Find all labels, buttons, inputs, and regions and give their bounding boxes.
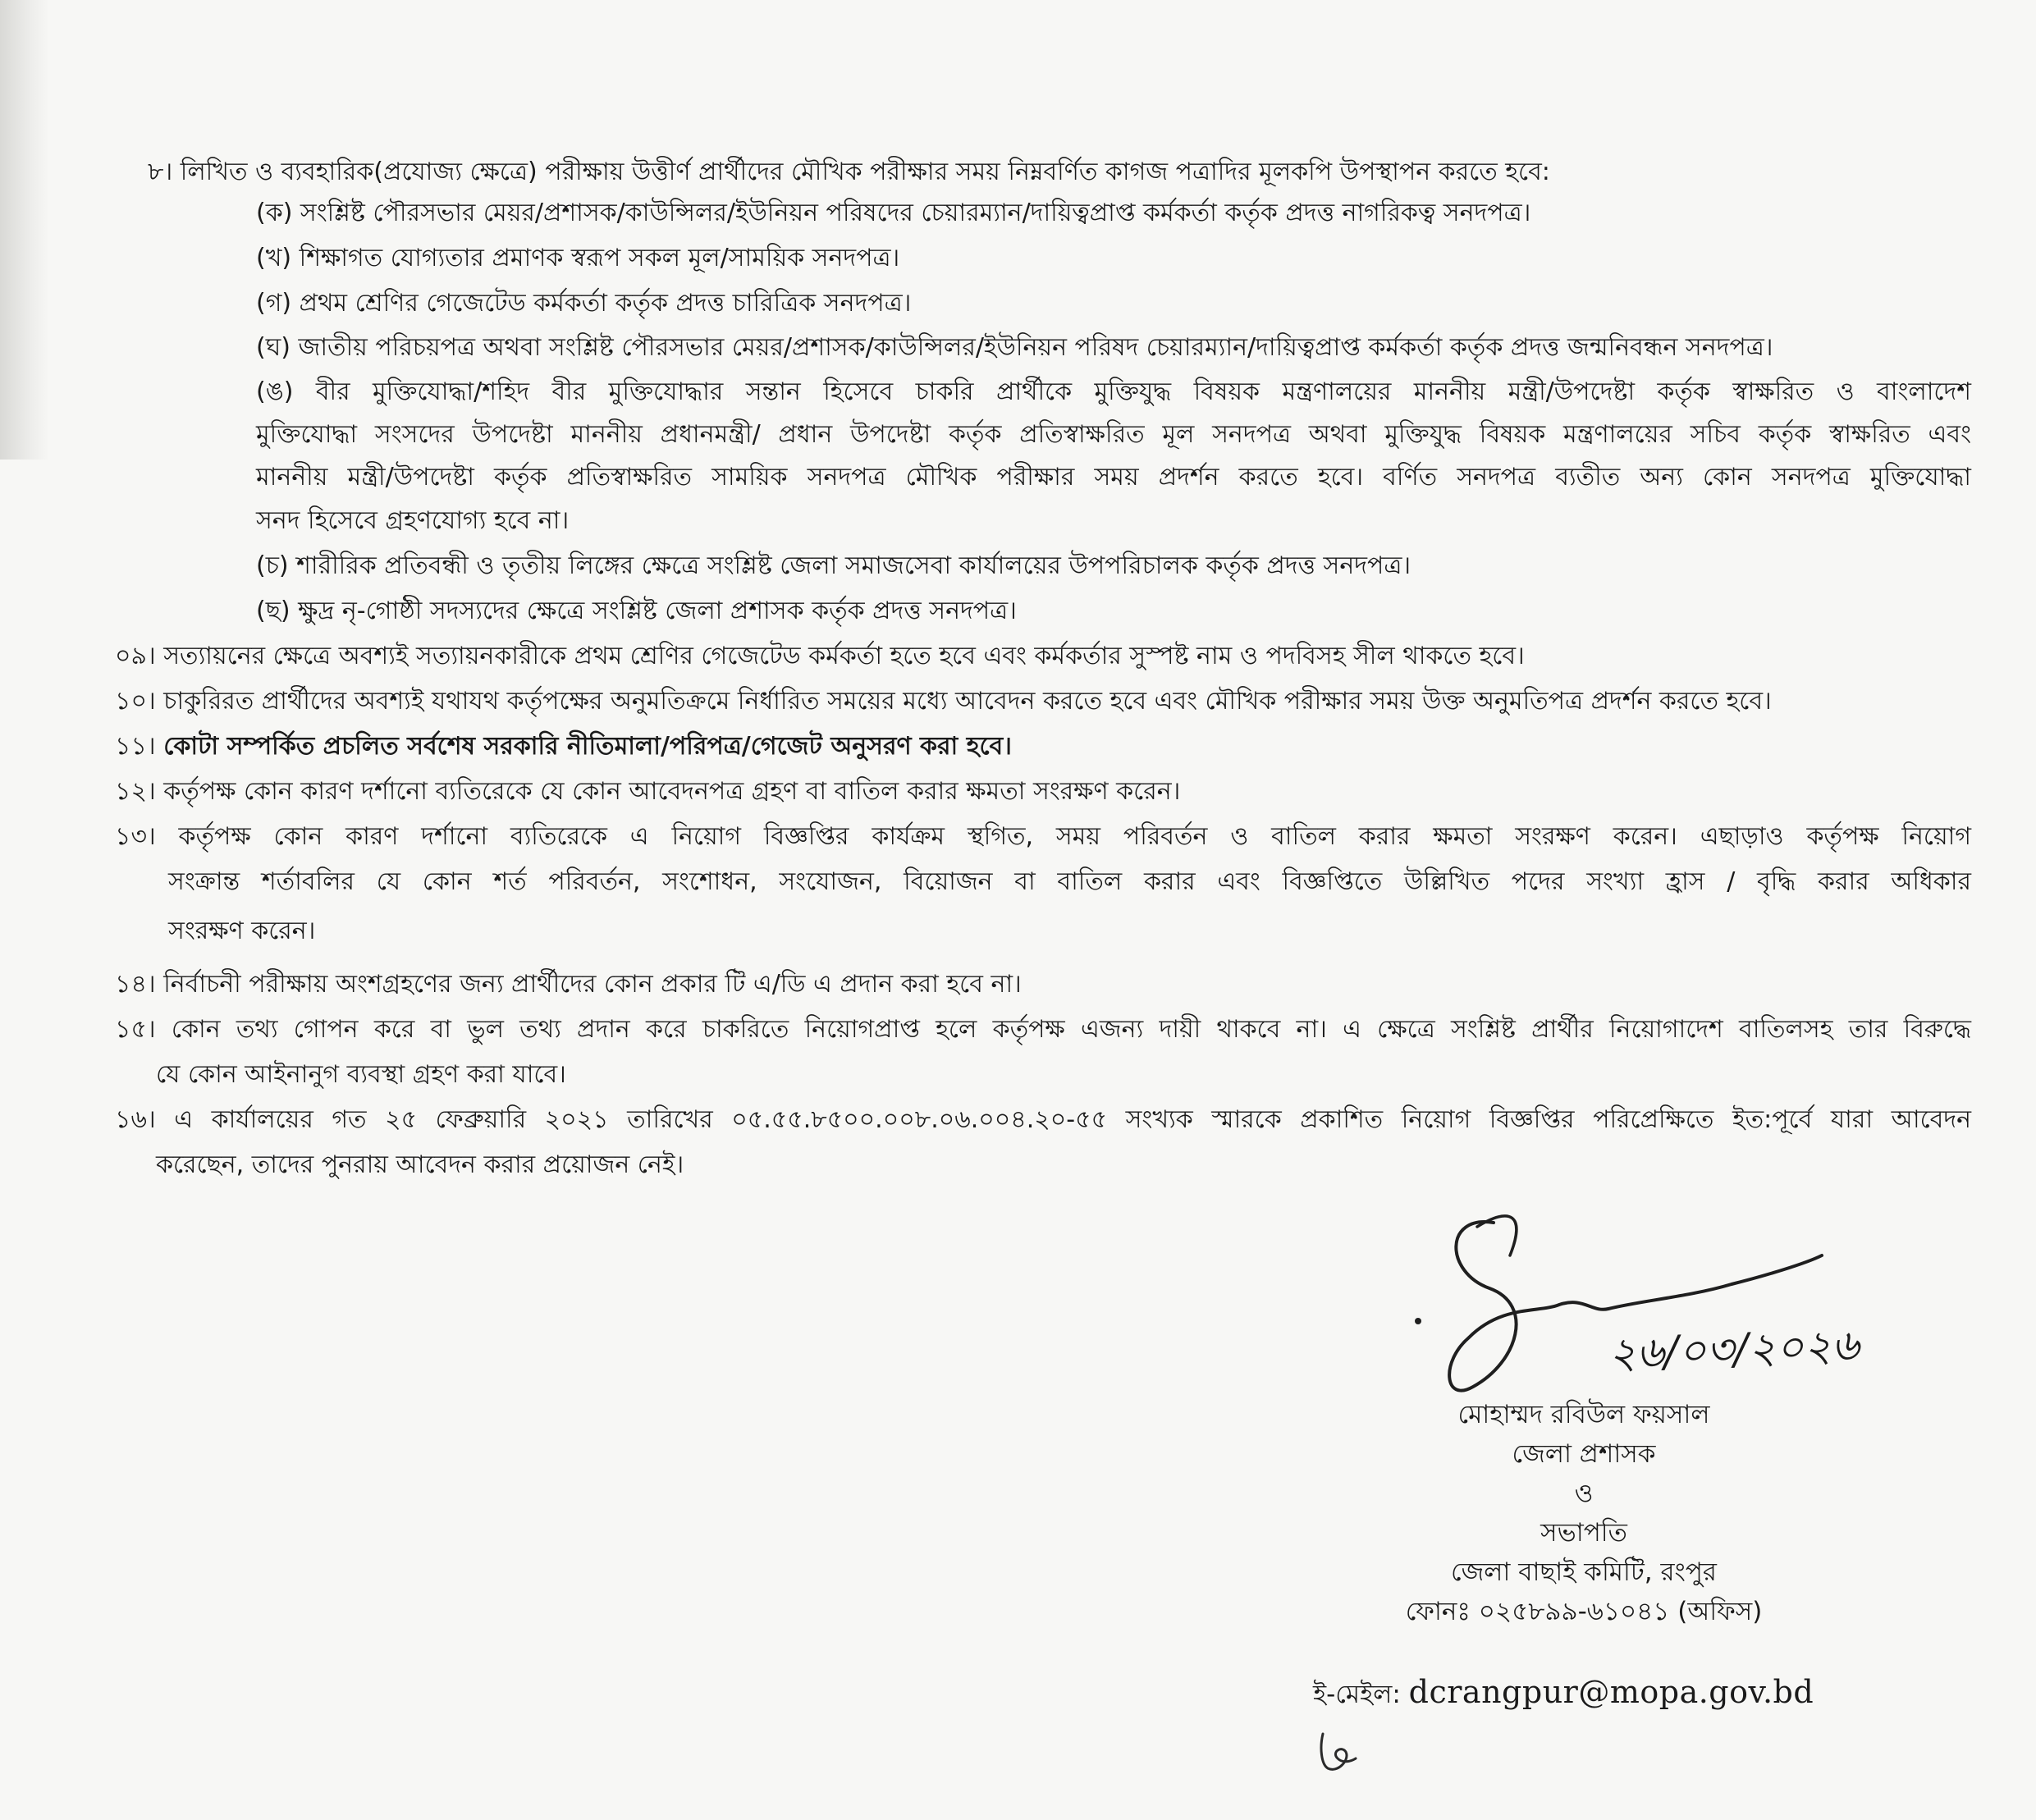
signatory-role: সভাপতি [1540, 1518, 1627, 1548]
email-label: ই-মেইল: [1313, 1680, 1401, 1709]
email-line [1313, 1674, 1814, 1717]
item-15-line2: যে কোন আইনানুগ ব্যবস্থা গ্রহণ করা যাবে। [156, 1060, 566, 1089]
email-address: dcrangpur@mopa.gov.bd [1408, 1674, 1814, 1710]
item-8-uma-line4: সনদ হিসেবে গ্রহণযোগ্য হবে না। [256, 506, 570, 535]
item-8-uma-line2: মুক্তিযোদ্ধা সংসদের উপদেষ্টা মাননীয় প্রধানমন্ত্রী/ প্রধান উপদেষ্টা কর্তৃক প্রতিস্বাক্ষরিত মূল সনদপত্র অথবা মুক্তিযুদ্ধ বিষয়ক মন্ত্রণালয়ের সচিব কর্তৃক স্বাক্ষরিত এবং [256, 420, 1971, 449]
item-8-uma-line3: মাননীয় মন্ত্রী/উপদেষ্টা কর্তৃক প্রতিস্বাক্ষরিত সাময়িক সনদপত্র মৌখিক পরীক্ষার সময় প্রদর্শন করতে হবে। বর্ণিত সনদপত্র ব্যতীত অন্য কোন সনদপত্র মুক্তিযোদ্ধা [256, 463, 1971, 492]
item-8-uma-line1: (ঙ) বীর মুক্তিযোদ্ধা/শহিদ বীর মুক্তিযোদ্ধার সন্তান হিসেবে চাকরি প্রার্থীকে মুক্তিযুদ্ধ বিষয়ক মন্ত্রণালয়ের মাননীয় মন্ত্রী/উপদেষ্টা কর্তৃক স্বাক্ষরিত ও বাংলাদেশ [256, 377, 1971, 406]
conjunction: ও [1574, 1479, 1594, 1508]
item-8-chha: (ছ) ক্ষুদ্র নৃ-গোষ্ঠী সদস্যদের ক্ষেত্রে সংশ্লিষ্ট জেলা প্রশাসক কর্তৃক প্রদত্ত সনদপত্র। [256, 597, 1017, 625]
item-8-cha: (চ) শারীরিক প্রতিবন্ধী ও তৃতীয় লিঙ্গের ক্ষেত্রে সংশ্লিষ্ট জেলা সমাজসেবা কার্যালয়ের উপপরিচালক কর্তৃক প্রদত্ত সনদপত্র। [256, 551, 1411, 580]
item-16-line1: ১৬। এ কার্যালয়ের গত ২৫ ফেব্রুয়ারি ২০২১ তারিখের ০৫.৫৫.৮৫০০.০০৮.০৬.০০৪.২০-৫৫ সংখ্যক স্মারকে প্রকাশিত নিয়োগ বিজ্ঞপ্তির পরিপ্রেক্ষিতে ইত:পূর্বে যারা আবেদন [115, 1105, 1971, 1134]
committee-name: জেলা বাছাই কমিটি, রংপুর [1451, 1557, 1717, 1587]
signatory-name: মোহাম্মদ রবিউল ফয়সাল [1457, 1400, 1710, 1429]
item-13-line1: ১৩। কর্তৃপক্ষ কোন কারণ দর্শানো ব্যতিরেকে এ নিয়োগ বিজ্ঞপ্তির কার্যক্রম স্থগিত, সময় পরিবর্তন ও বাতিল করার ক্ষমতা সংরক্ষণ করেন। এছাড়াও কর্তৃপক্ষ নিয়োগ [115, 822, 1971, 851]
signature-block [1272, 1395, 1896, 1631]
initial-mark [1313, 1727, 1362, 1777]
item-8-kha: (খ) শিক্ষাগত যোগ্যতার প্রমাণক স্বরূপ সকল মূল/সাময়িক সনদপত্র। [256, 244, 900, 272]
item-16-line2: করেছেন, তাদের পুনরায় আবেদন করার প্রয়োজন নেই। [156, 1150, 684, 1179]
phone-line: ফোনঃ ০২৫৮৯৯-৬১০৪১ (অফিস) [1405, 1597, 1763, 1626]
item-8-ga: (গ) প্রথম শ্রেণির গেজেটেড কর্মকর্তা কর্তৃক প্রদত্ত চারিত্রিক সনদপত্র। [256, 289, 912, 318]
item-13-line2: সংক্রান্ত শর্তাবলির যে কোন শর্ত পরিবর্তন, সংশোধন, সংযোজন, বিয়োজন বা বাতিল করার এবং বিজ্ঞপ্তিতে উল্লিখিত পদের সংখ্যা হ্রাস / বৃদ্ধি করার অধিকার [168, 867, 1971, 896]
item-09: ০৯। সত্যায়নের ক্ষেত্রে অবশ্যই সত্যায়নকারীকে প্রথম শ্রেণির গেজেটেড কর্মকর্তা হতে হবে এবং কর্মকর্তার সুস্পষ্ট নাম ও পদবিসহ সীল থাকতে হবে। [115, 642, 1525, 670]
item-12: ১২। কর্তৃপক্ষ কোন কারণ দর্শানো ব্যতিরেকে যে কোন আবেদনপত্র গ্রহণ বা বাতিল করার ক্ষমতা সংরক্ষণ করেন। [115, 777, 1181, 806]
handwritten-signature [1395, 1198, 1871, 1411]
item-14: ১৪। নির্বাচনী পরীক্ষায় অংশগ্রহণের জন্য প্রার্থীদের কোন প্রকার টি এ/ডি এ প্রদান করা হবে না। [115, 970, 1022, 999]
signature-date: ২৬/০৩/২০২৬ [1608, 1320, 1860, 1379]
signatory-designation: জেলা প্রশাসক [1512, 1439, 1656, 1469]
item-11 [115, 730, 1012, 763]
item-10: ১০। চাকুরিরত প্রার্থীদের অবশ্যই যথাযথ কর্তৃপক্ষের অনুমতিক্রমে নির্ধারিত সময়ের মধ্যে আবেদন করতে হবে এবং মৌখিক পরীক্ষার সময় উক্ত অনুমতিপত্র প্রদর্শন করতে হবে। [115, 687, 1772, 716]
item-8-gha: (ঘ) জাতীয় পরিচয়পত্র অথবা সংশ্লিষ্ট পৌরসভার মেয়র/প্রশাসক/কাউন্সিলর/ইউনিয়ন পরিষদ চেয়ারম্যান/দায়িত্বপ্রাপ্ত কর্মকর্তা কর্তৃক প্রদত্ত জন্মনিবন্ধন সনদপত্র। [256, 333, 1773, 362]
item-11-number: ১১। [115, 732, 156, 761]
item-13-line3: সংরক্ষণ করেন। [168, 917, 316, 945]
item-8-intro: ৮। লিখিত ও ব্যবহারিক(প্রযোজ্য ক্ষেত্রে) পরীক্ষায় উত্তীর্ণ প্রার্থীদের মৌখিক পরীক্ষার সময় নিম্নবর্ণিত কাগজ পত্রাদির মূলকপি উপস্থাপন করতে হবে: [148, 158, 1550, 186]
item-15-line1: ১৫। কোন তথ্য গোপন করে বা ভুল তথ্য প্রদান করে চাকরিতে নিয়োগপ্রাপ্ত হলে কর্তৃপক্ষ এজন্য দায়ী থাকবে না। এ ক্ষেত্রে সংশ্লিষ্ট প্রার্থীর নিয়োগাদেশ বাতিলসহ তার বিরুদ্ধে [115, 1015, 1971, 1044]
item-11-text: কোটা সম্পর্কিত প্রচলিত সর্বশেষ সরকারি নীতিমালা/পরিপত্র/গেজেট অনুসরণ করা হবে। [163, 732, 1012, 761]
page-fold-shadow [0, 0, 49, 460]
item-8-ka: (ক) সংশ্লিষ্ট পৌরসভার মেয়র/প্রশাসক/কাউন্সিলর/ইউনিয়ন পরিষদের চেয়ারম্যান/দায়িত্বপ্রাপ্ত কর্মকর্তা কর্তৃক প্রদত্ত নাগরিকত্ব সনদপত্র। [256, 199, 1531, 227]
